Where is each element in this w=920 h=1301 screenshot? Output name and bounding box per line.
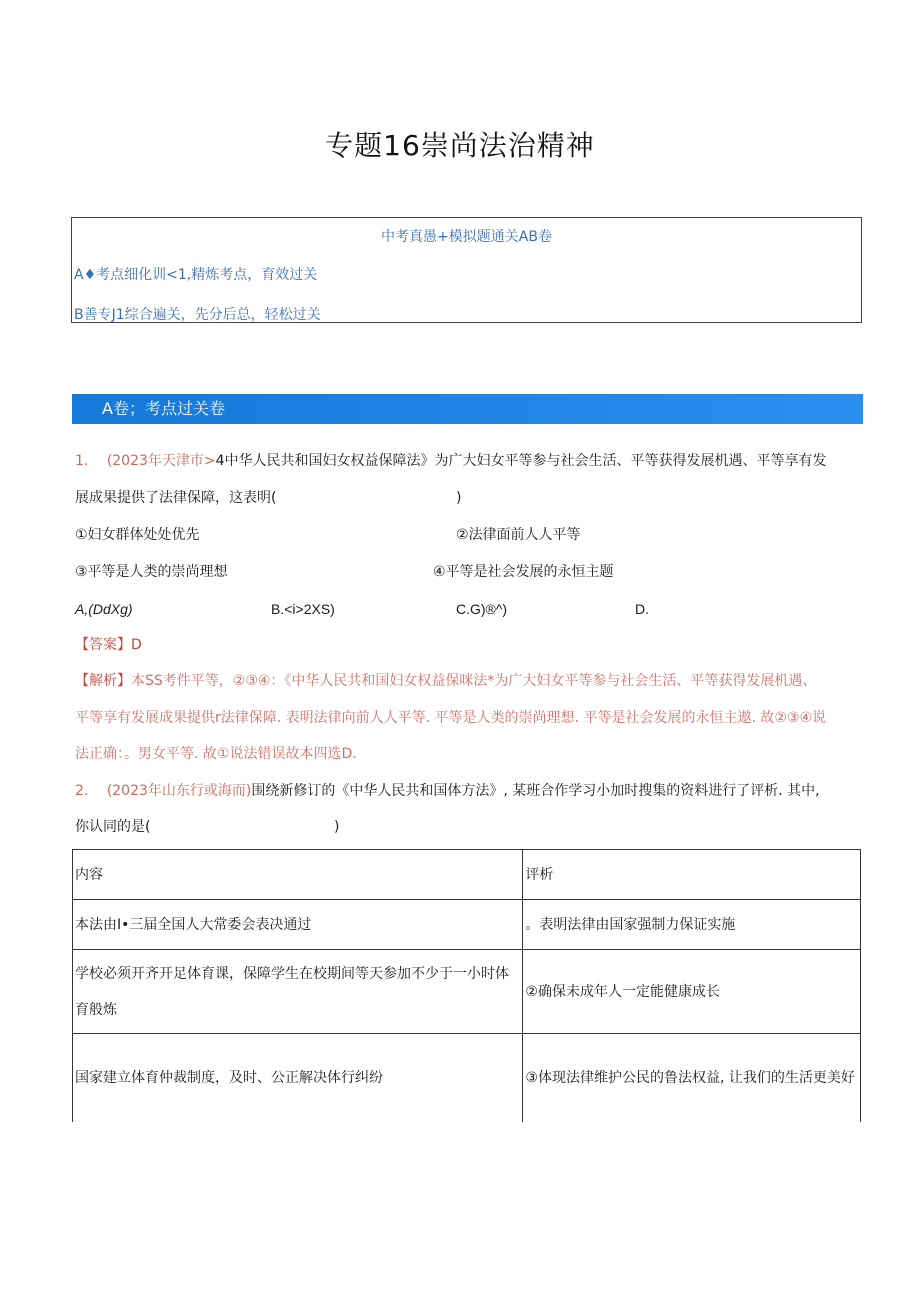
q1-answer-value: D (131, 637, 142, 653)
q1-answer (75, 635, 142, 655)
table-row (73, 950, 861, 1034)
section-a-banner: A卷；考点过关卷 (72, 394, 863, 424)
table-cell-analysis: ②确保未成年人一定能健康成长 (523, 950, 861, 1034)
q2-stem-2-end: ) (334, 819, 340, 835)
q1-analysis-label: 【解析】 (75, 673, 131, 689)
q1-stem-2-end: ) (456, 490, 462, 506)
q1-number: 1. (75, 453, 89, 469)
q1-choice-c[interactable]: C.G)®^) (456, 601, 508, 617)
intro-box (71, 217, 862, 323)
q1-stem-2: 展成果提供了法律保障，这表明( (75, 490, 277, 506)
intro-heading: 中考真愚+模拟题通关AB卷 (381, 229, 552, 245)
q1-choice-b[interactable]: B.<i>2XS) (271, 601, 335, 617)
table-cell-analysis: ③体现法律维护公民的鲁法权益, 让我们的生活更美好 (523, 1034, 861, 1122)
q1-analysis-text-1: 本SS考件平等，②③④：《中华人民共和国妇女权益保咪法*为广大妇女平等参与社会生活、平等获得发展机遇、 (131, 673, 817, 689)
q2-stem-1: 围绕新修订的《中华人民共和国体方法》, 某班合作学习小加时搜集的资料进行了评析. 其中, (251, 783, 820, 799)
intro-line-b: B善专J1综合遍关，先分后总，轻松过关 (74, 307, 321, 323)
q1-analysis-line-1 (75, 671, 816, 691)
q1-analysis-line-3: 法正确：。男女平等. 故①说法错误故本四选D. (75, 746, 357, 762)
q1-choice-a[interactable]: A,(DdXg) (75, 601, 133, 617)
table-cell-content: 本法由I•三届全国人大常委会表决通过 (73, 900, 523, 950)
table-cell-analysis: 。表明法律由国家强制力保证实施 (523, 900, 861, 950)
q1-option-3: ③平等是人类的崇尚理想 (75, 564, 228, 580)
q1-first-line (75, 451, 827, 471)
q1-option-2: ②法律面前人人平等 (456, 527, 581, 543)
page-title: 专题16崇尚法治精神 (325, 129, 595, 162)
intro-line-a: A♦考点细化训<1,精炼考点，育效过关 (74, 267, 318, 283)
q1-analysis-line-2: 平等享有发展成果提供r法律保障. 表明法律向前人人平等. 平等是人类的崇尚理想. 平等是社会发展的永恒主遨. 故②③④说 (75, 710, 827, 726)
q2-stem-2: 你认同的是( (75, 819, 151, 835)
table-row (73, 1034, 861, 1122)
table-header-row (73, 850, 861, 900)
q1-option-4: ④平等是社会发展的永恒主题 (433, 564, 614, 580)
q2-table (72, 849, 861, 1122)
q1-stem-1: 4中华人民共和国妇女权益保障法》为广大妇女平等参与社会生活、平等获得发展机遇、平等享有发 (215, 453, 827, 469)
q2-number: 2. (75, 783, 89, 799)
q1-option-1: ①妇女群体处处优先 (75, 527, 200, 543)
q2-source: (2023年山东行或海而) (106, 783, 252, 799)
table-header-content: 内容 (73, 850, 523, 900)
q1-answer-label: 【答案】 (75, 637, 131, 653)
q1-choice-d[interactable]: D. (635, 601, 649, 617)
table-cell-content: 学校必须开齐开足体育课，保障学生在校期间等天参加不少于一小时体育般炼 (73, 950, 523, 1034)
table-header-analysis: 评析 (523, 850, 861, 900)
q2-first-line (75, 781, 820, 801)
table-cell-content: 国家建立体育仲裁制度，及时、公正解决体行纠纷 (73, 1034, 523, 1122)
q1-source: (2023年天津市> (106, 453, 216, 469)
table-row (73, 900, 861, 950)
